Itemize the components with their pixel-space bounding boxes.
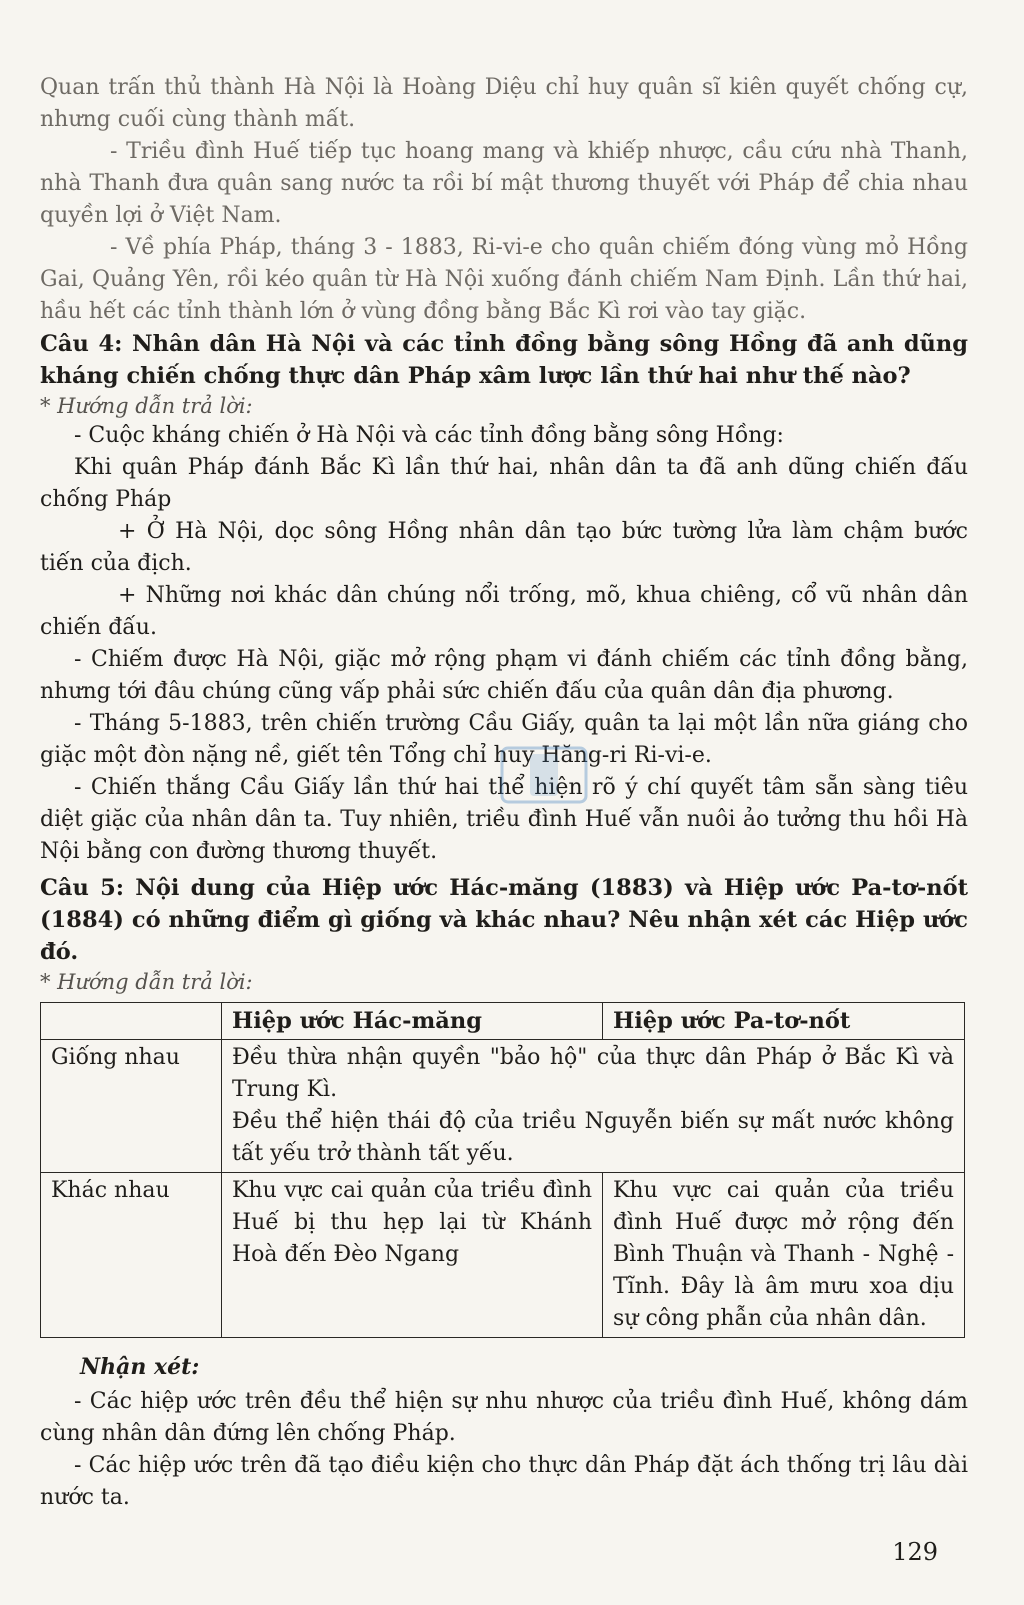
question-5-guide: * Hướng dẫn trả lời: xyxy=(40,970,253,994)
remark-heading: Nhận xét: xyxy=(80,1354,200,1380)
cell-same-text-1: Đều thừa nhận quyền "bảo hộ" của thực dân Pháp ở Bắc Kì và Trung Kì. xyxy=(232,1045,954,1102)
question-4-guide: * Hướng dẫn trả lời: xyxy=(40,394,253,418)
q4-line-3: + Ở Hà Nội, dọc sông Hồng nhân dân tạo bức tường lửa làm chậm bước tiến của địch. xyxy=(40,519,968,576)
q4-line-7: - Chiến thắng Cầu Giấy lần thứ hai thể hiện rõ ý chí quyết tâm sẵn sàng tiêu diệt giặc của nhân dân ta. Tuy nhiên, triều đình Huế vẫn nuôi ảo tưởng thu hồi Hà Nội bằng con đường thương thuyết. xyxy=(40,775,968,864)
row-label-same: Giống nhau xyxy=(41,1040,222,1173)
table-header-harmand: Hiệp ước Hác-măng xyxy=(222,1003,603,1040)
q4-line-6: - Tháng 5-1883, trên chiến trường Cầu Giấy, quân ta lại một lần nữa giáng cho giặc một đòn nặng nề, giết tên Tổng chỉ huy Hăng-ri Ri-vi-e. xyxy=(40,711,968,768)
sachgiai-logo-icon xyxy=(500,740,588,810)
row-label-diff: Khác nhau xyxy=(41,1173,222,1338)
table-row xyxy=(41,1173,965,1338)
q4-line-5: - Chiếm được Hà Nội, giặc mở rộng phạm vi đánh chiếm các tỉnh đồng bằng, nhưng tới đâu chúng cũng vấp phải sức chiến đấu của quân dân địa phương. xyxy=(40,647,968,704)
table-header-empty xyxy=(41,1003,222,1040)
q4-line-2: Khi quân Pháp đánh Bắc Kì lần thứ hai, nhân dân ta đã anh dũng chiến đấu chống Pháp xyxy=(40,455,968,512)
q4-line-1: - Cuộc kháng chiến ở Hà Nội và các tỉnh đồng bằng sông Hồng: xyxy=(74,423,784,448)
paragraph-trieu-dinh: - Triều đình Huế tiếp tục hoang mang và khiếp nhược, cầu cứu nhà Thanh, nhà Thanh đưa quân sang nước ta rồi bí mật thương thuyết với Pháp để chia nhau quyền lợi ở Việt Nam. xyxy=(40,139,968,228)
paragraph-hoang-dieu: Quan trấn thủ thành Hà Nội là Hoàng Diệu chỉ huy quân sĩ kiên quyết chống cự, nhưng cuối cùng thành mất. xyxy=(40,75,968,132)
table-row xyxy=(41,1040,965,1173)
q4-line-4: + Những nơi khác dân chúng nổi trống, mõ, khua chiêng, cổ vũ nhân dân chiến đấu. xyxy=(40,583,968,640)
question-4-title: Câu 4: Nhân dân Hà Nội và các tỉnh đồng bằng sông Hồng đã anh dũng kháng chiến chống thực dân Pháp xâm lược lần thứ hai như thế nào? xyxy=(40,331,968,389)
table-header-patenotre: Hiệp ước Pa-tơ-nốt xyxy=(603,1003,965,1040)
cell-same-text-2: Đều thể hiện thái độ của triều Nguyễn biến sự mất nước không tất yếu trở thành tất yếu. xyxy=(232,1109,954,1166)
paragraph-phia-phap: - Về phía Pháp, tháng 3 - 1883, Ri-vi-e cho quân chiếm đóng vùng mỏ Hồng Gai, Quảng Yên, rồi kéo quân từ Hà Nội xuống đánh chiếm Nam Định. Lần thứ hai, hầu hết các tỉnh thành lớn ở vùng đồng bằng Bắc Kì rơi vào tay giặc. xyxy=(40,235,968,324)
table-header-row xyxy=(41,1003,965,1040)
remark-1: - Các hiệp ước trên đều thể hiện sự nhu nhược của triều đình Huế, không dám cùng nhân dân đứng lên chống Pháp. xyxy=(40,1389,968,1446)
cell-diff-patenotre: Khu vực cai quản của triều đình Huế được mở rộng đến Bình Thuận và Thanh - Nghệ - Tĩnh. Đây là âm mưu xoa dịu sự công phẫn của nhân dân. xyxy=(603,1173,965,1338)
comparison-table xyxy=(40,1002,965,1338)
question-5-title: Câu 5: Nội dung của Hiệp ước Hác-măng (1883) và Hiệp ước Pa-tơ-nốt (1884) có những điểm gì giống và khác nhau? Nêu nhận xét các Hiệp ước đó. xyxy=(40,875,968,965)
remark-2: - Các hiệp ước trên đã tạo điều kiện cho thực dân Pháp đặt ách thống trị lâu dài nước ta. xyxy=(40,1453,968,1510)
page-number: 129 xyxy=(892,1538,938,1566)
cell-diff-harmand: Khu vực cai quản của triều đình Huế bị thu hẹp lại từ Khánh Hoà đến Đèo Ngang xyxy=(222,1173,603,1338)
cell-same xyxy=(222,1040,965,1173)
